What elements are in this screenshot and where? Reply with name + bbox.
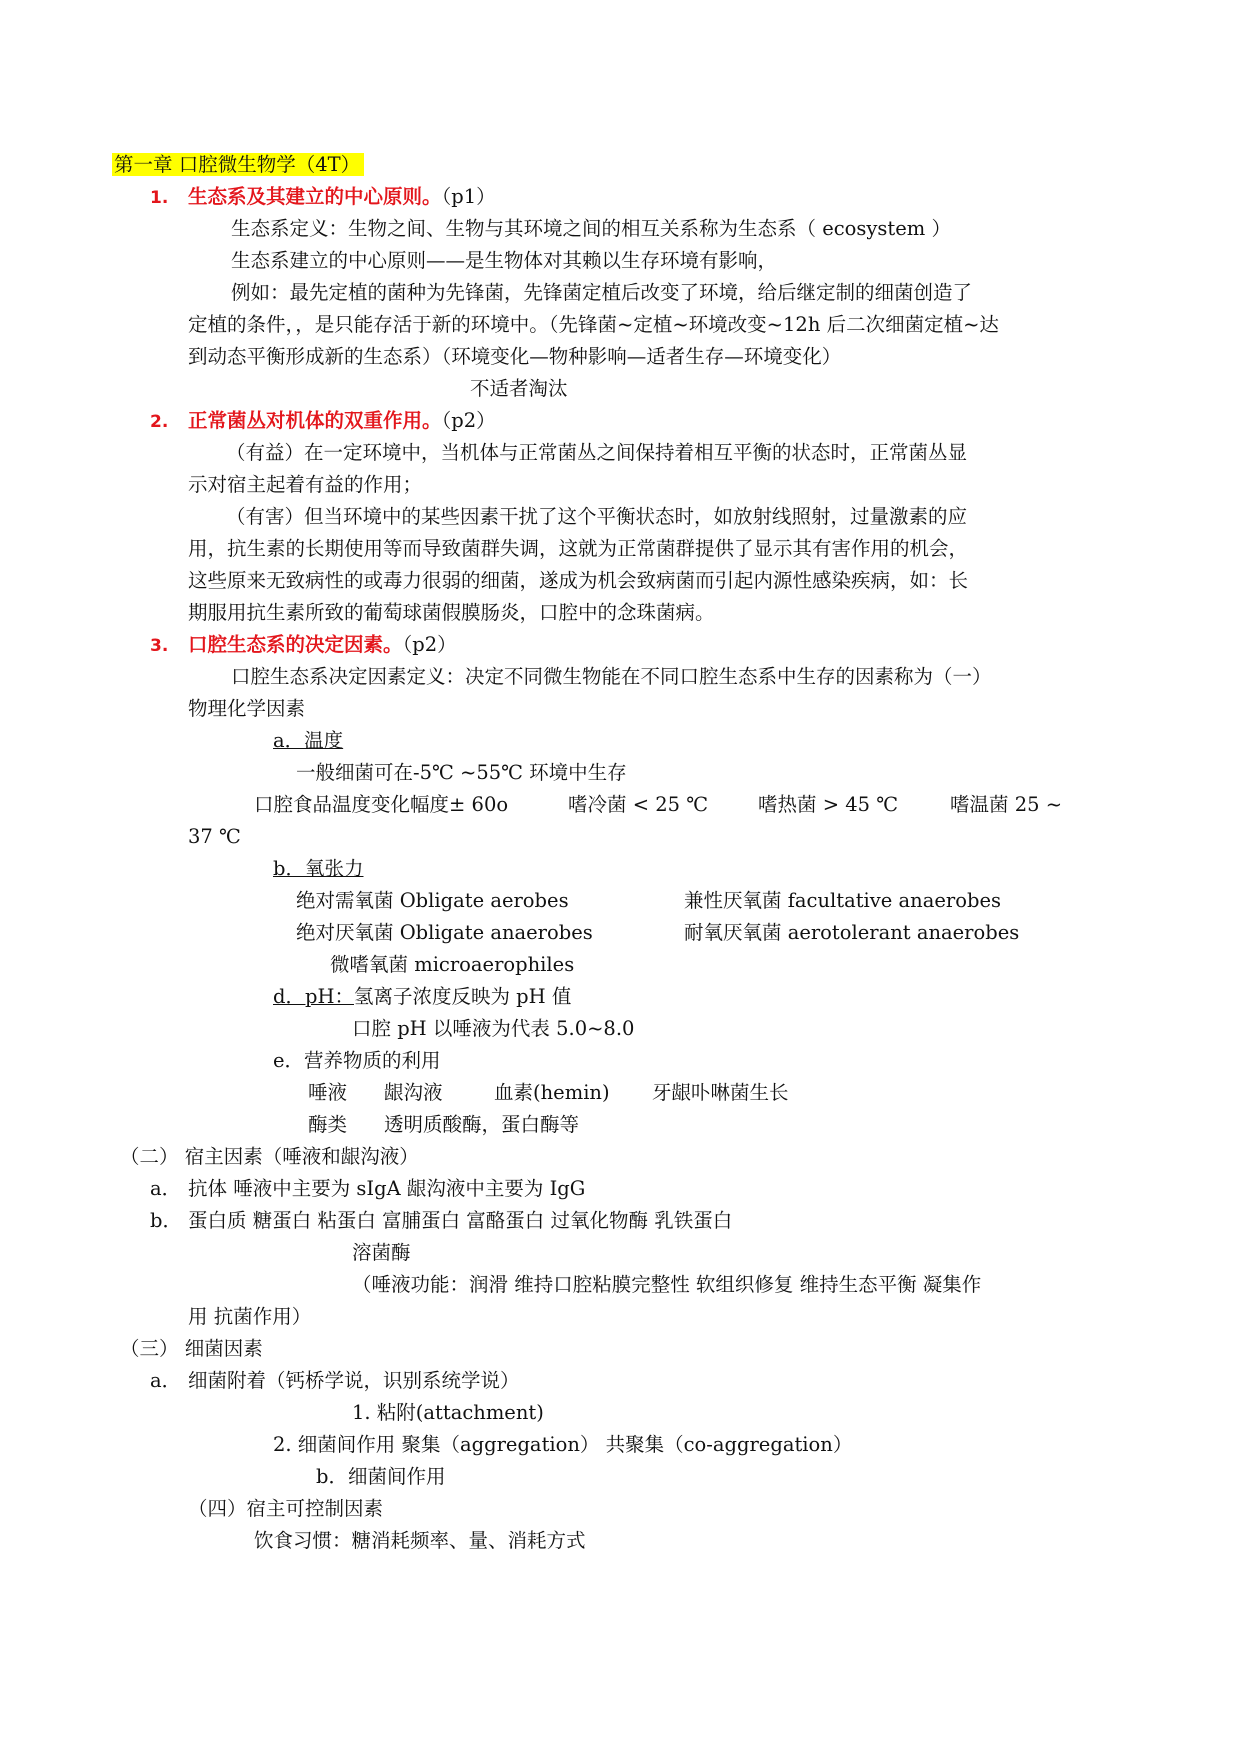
section-3-title: 口腔生态系的决定因素。 xyxy=(188,633,403,656)
section-1-page: （p1） xyxy=(441,185,496,208)
s1-line-5: 到动态平衡形成新的生态系）（环境变化—物种影响—适者生存—环境变化） xyxy=(188,345,842,368)
factor-d-title: d．pH： xyxy=(273,985,354,1008)
section-3-number-line xyxy=(150,630,168,660)
factor-e-line-1a: 唾液 xyxy=(308,1081,348,1104)
s2-line-1: （有益）在一定环境中，当机体与正常菌丛之间保持着相互平衡的状态时，正常菌丛显 xyxy=(226,441,968,464)
factor-b-line-2b: 耐氧厌氧菌 aerotolerant anaerobes xyxy=(684,921,1020,944)
s2-line-4: 用，抗生素的长期使用等而导致菌群失调，这就为正常菌群提供了显示其有害作用的机会， xyxy=(188,537,969,560)
factor-b-line-2a: 绝对厌氧菌 Obligate anaerobes xyxy=(296,921,593,944)
bacterial-factors-title: （三） 细菌因素 xyxy=(120,1337,263,1360)
factor-e-line-2a: 酶类 xyxy=(308,1113,348,1136)
chapter-title xyxy=(112,150,364,180)
controllable-line-1: 饮食习惯：糖消耗频率、量、消耗方式 xyxy=(254,1529,586,1552)
s3-line-2: 物理化学因素 xyxy=(188,697,306,720)
section-2-number: 2. xyxy=(150,412,169,432)
factor-e-title: e．营养物质的利用 xyxy=(273,1049,441,1072)
factor-a-title: a．温度 xyxy=(273,729,344,752)
s2-line-3: （有害）但当环境中的某些因素干扰了这个平衡状态时，如放射线照射，过量激素的应 xyxy=(226,505,968,528)
section-2-title: 正常菌丛对机体的双重作用。 xyxy=(188,409,442,432)
factor-a-line-2b: 嗜冷菌 < 25 ℃ xyxy=(568,793,709,816)
s1-line-2: 生态系建立的中心原则——是生物体对其赖以生存环境有影响， xyxy=(231,249,778,272)
s2-line-6: 期服用抗生素所致的葡萄球菌假膜肠炎，口腔中的念珠菌病。 xyxy=(188,601,715,624)
factor-e-line-1d: 牙龈卟啉菌生长 xyxy=(652,1081,789,1104)
s1-line-3: 例如：最先定植的菌种为先锋菌，先锋菌定植后改变了环境，给后继定制的细菌创造了 xyxy=(231,281,973,304)
factor-e-line-1c: 血素(hemin) xyxy=(494,1081,610,1104)
section-2-heading xyxy=(188,406,496,436)
factor-a-line-1: 一般细菌可在-5℃ ~55℃ 环境中生存 xyxy=(296,761,627,784)
factor-a-line-2a: 口腔食品温度变化幅度± 60o xyxy=(254,793,509,816)
s2-line-5: 这些原来无致病性的或毒力很弱的细菌，遂成为机会致病菌而引起内源性感染疾病，如：长 xyxy=(188,569,969,592)
host-b-line-2: 溶菌酶 xyxy=(352,1241,411,1264)
factor-b-line-1a: 绝对需氧菌 Obligate aerobes xyxy=(296,889,569,912)
factor-d-title-line xyxy=(273,982,571,1012)
section-1-number: 1. xyxy=(150,188,169,208)
bact-line-2: 2. 细菌间作用 聚集（aggregation） 共聚集（co-aggregation） xyxy=(273,1433,853,1456)
s1-line-4: 定植的条件，，是只能存活于新的环境中。（先锋菌~定植~环境改变~12h 后二次细菌定植~达 xyxy=(188,313,999,336)
section-2-number-line xyxy=(150,406,168,436)
s1-line-6: 不适者淘汰 xyxy=(470,377,568,400)
chapter-title-highlight: 第一章 口腔微生物学（4T） xyxy=(112,153,364,176)
bact-a-label: a． xyxy=(150,1369,182,1392)
host-a-text: 抗体 唾液中主要为 sIgA 龈沟液中主要为 IgG xyxy=(188,1177,586,1200)
factor-d-text: 氢离子浓度反映为 pH 值 xyxy=(353,985,572,1008)
factor-a-line-2d: 嗜温菌 25 ~ xyxy=(950,793,1063,816)
factor-a-line-2c: 嗜热菌 > 45 ℃ xyxy=(758,793,899,816)
section-1-title: 生态系及其建立的中心原则。 xyxy=(188,185,442,208)
factor-b-line-3: 微嗜氧菌 microaerophiles xyxy=(330,953,575,976)
host-b-line-3: （唾液功能：润滑 维持口腔粘膜完整性 软组织修复 维持生态平衡 凝集作 xyxy=(352,1273,982,1296)
s3-line-1: 口腔生态系决定因素定义：决定不同微生物能在不同口腔生态系中生存的因素称为（一） xyxy=(231,665,992,688)
bact-a-text: 细菌附着（钙桥学说，识别系统学说） xyxy=(188,1369,520,1392)
section-2-page: （p2） xyxy=(441,409,496,432)
host-a-label: a． xyxy=(150,1177,182,1200)
bact-line-3: b．细菌间作用 xyxy=(316,1465,446,1488)
section-3-page: （p2） xyxy=(402,633,457,656)
section-1-heading xyxy=(188,182,496,212)
factor-a-line-3: 37 ℃ xyxy=(188,825,241,848)
factor-e-line-1b: 龈沟液 xyxy=(384,1081,443,1104)
host-b-line-4: 用 抗菌作用） xyxy=(188,1305,312,1328)
host-b-label: b． xyxy=(150,1209,182,1232)
section-1-heading-line xyxy=(150,182,168,212)
s1-line-1: 生态系定义：生物之间、生物与其环境之间的相互关系称为生态系（ ecosystem ） xyxy=(231,217,951,240)
factor-b-title: b．氧张力 xyxy=(273,857,364,880)
host-factors-title: （二） 宿主因素（唾液和龈沟液） xyxy=(120,1145,419,1168)
host-b-text: 蛋白质 糖蛋白 粘蛋白 富脯蛋白 富酪蛋白 过氧化物酶 乳铁蛋白 xyxy=(188,1209,733,1232)
bact-line-1: 1. 粘附(attachment) xyxy=(352,1401,544,1424)
s2-line-2: 示对宿主起着有益的作用； xyxy=(188,473,423,496)
section-3-number: 3. xyxy=(150,636,169,656)
section-3-heading xyxy=(188,630,457,660)
factor-b-line-1b: 兼性厌氧菌 facultative anaerobes xyxy=(684,889,1001,912)
factor-e-line-2b: 透明质酸酶，蛋白酶等 xyxy=(384,1113,580,1136)
factor-d-line-1: 口腔 pH 以唾液为代表 5.0~8.0 xyxy=(352,1017,635,1040)
controllable-factors-title: （四）宿主可控制因素 xyxy=(188,1497,384,1520)
